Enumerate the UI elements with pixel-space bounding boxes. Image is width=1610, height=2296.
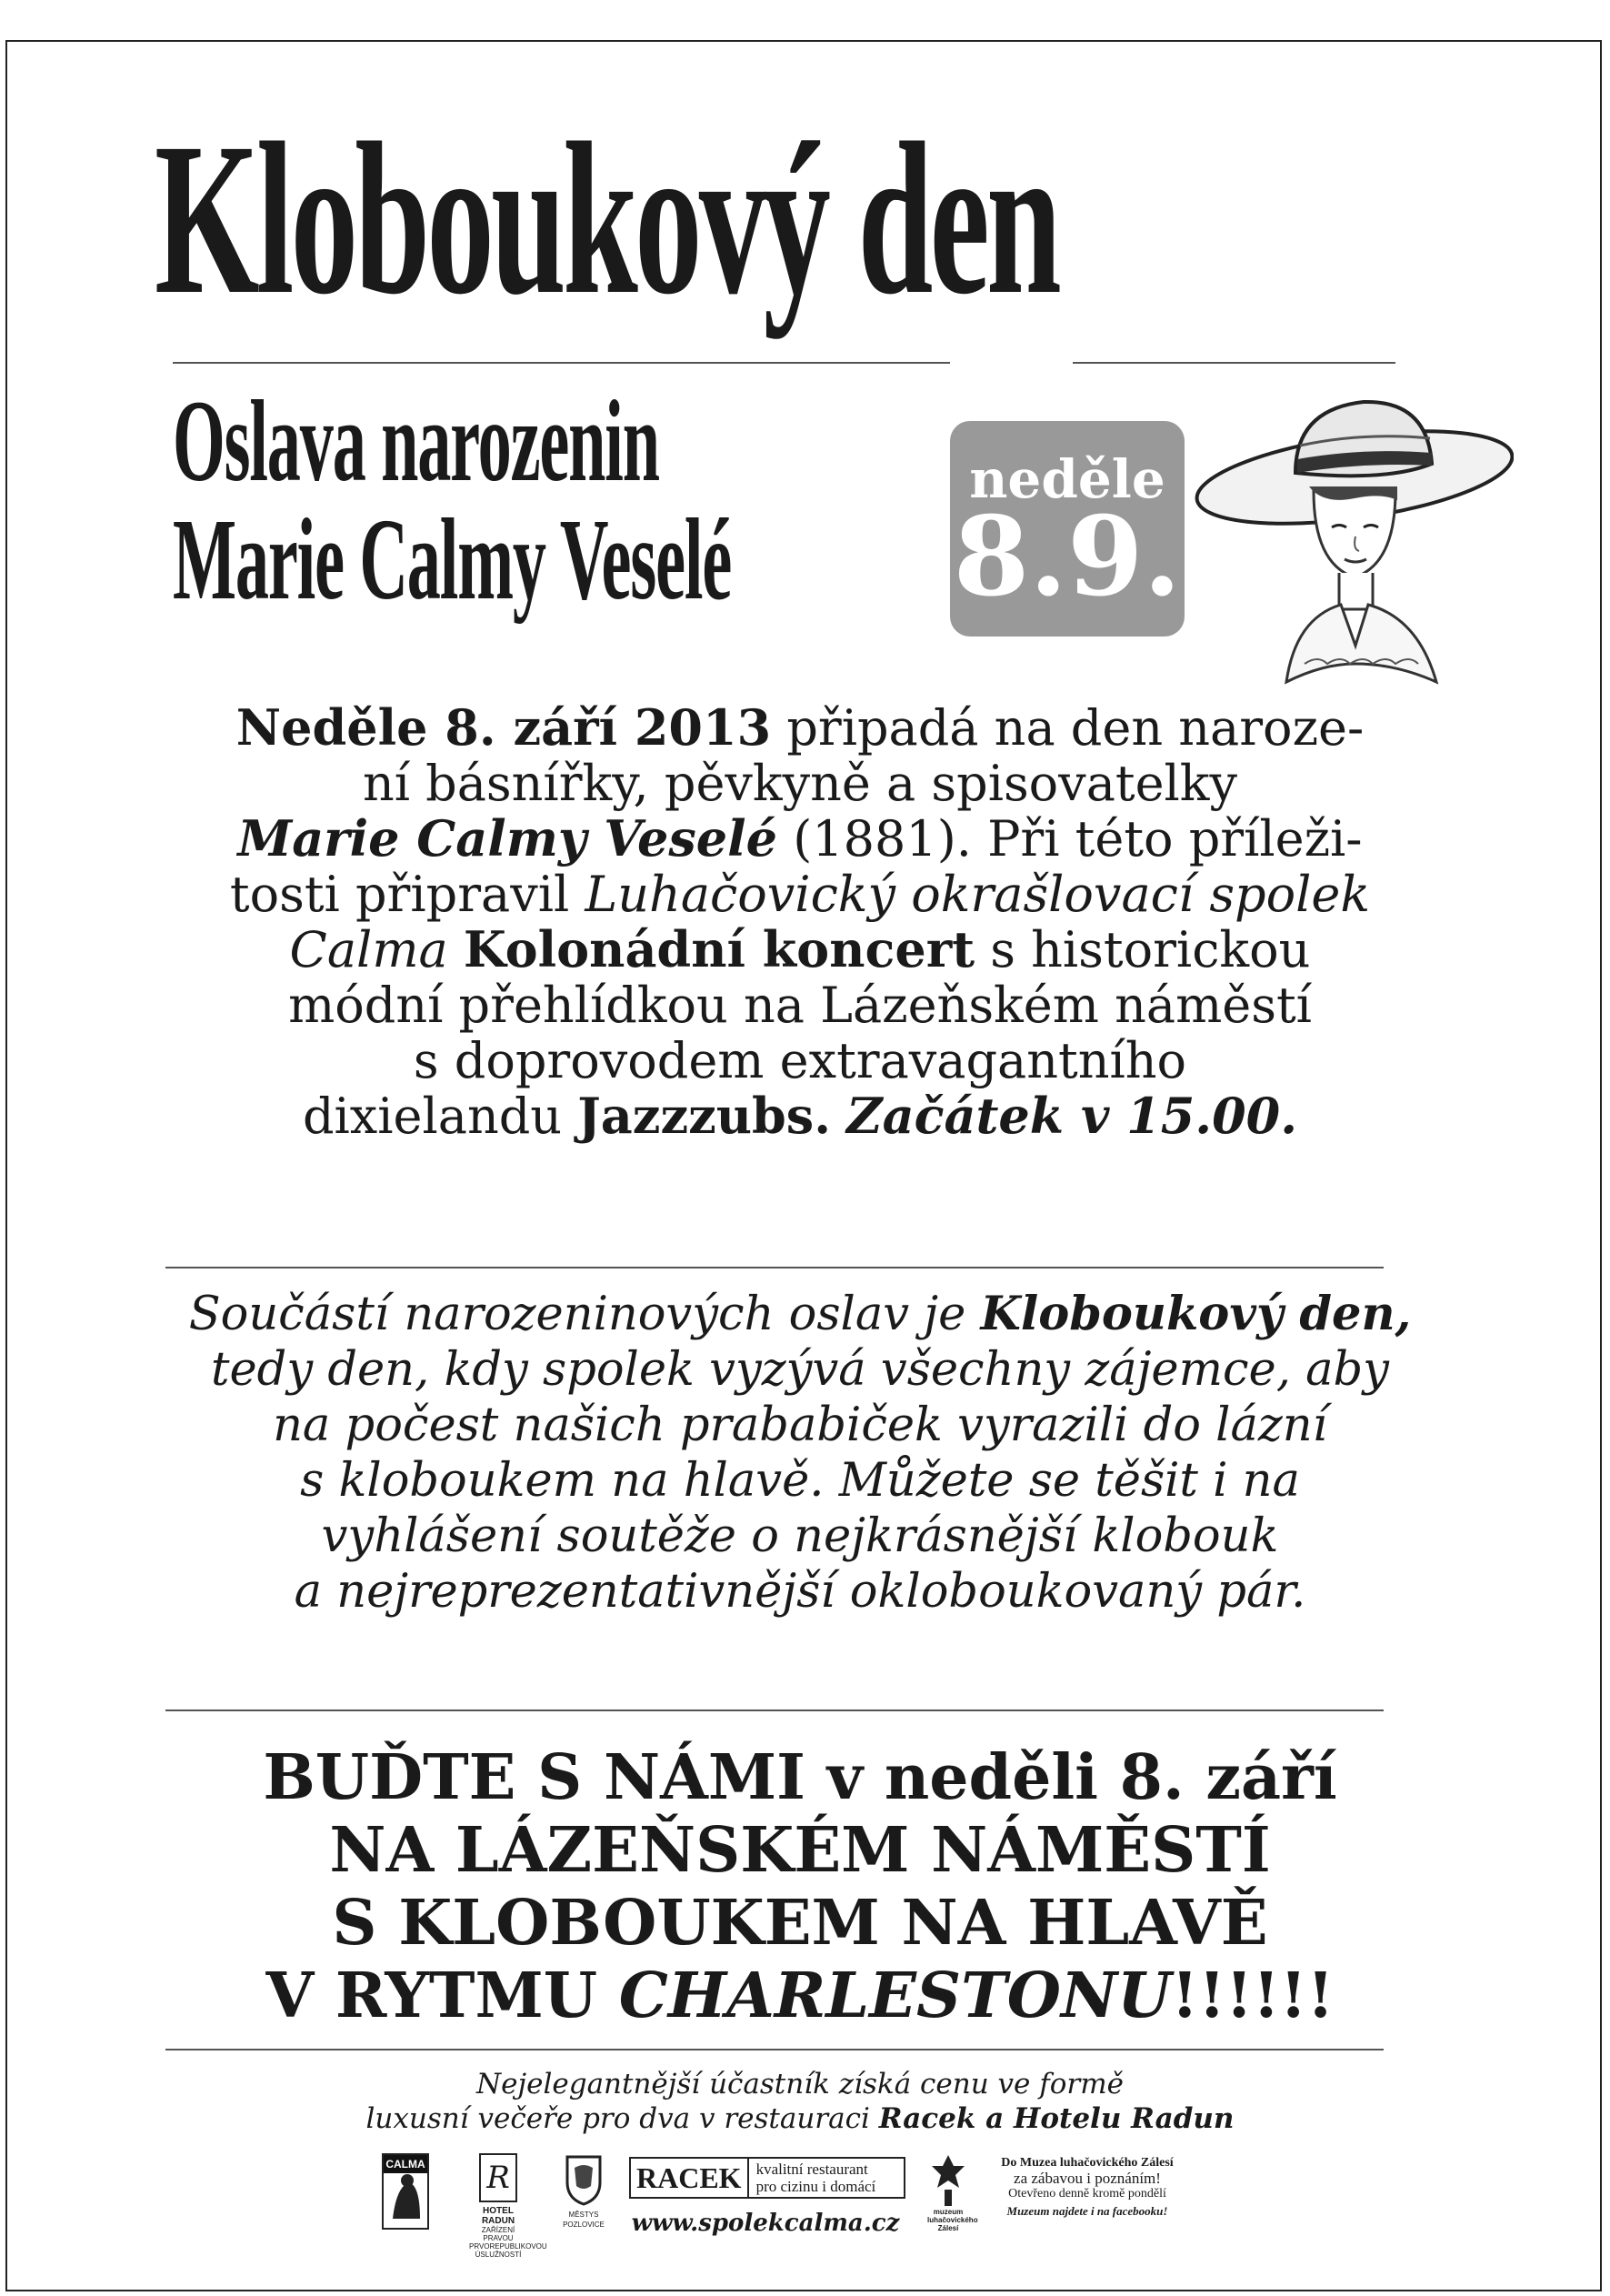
racek-tagline-1: kvalitní restaurant bbox=[755, 2161, 868, 2178]
sponsor-logos bbox=[382, 2153, 1200, 2276]
muzeum-logo-text: muzeum luhačovického Zálesí bbox=[927, 2208, 978, 2232]
cta-line-4 bbox=[145, 1960, 1455, 2032]
prize-note-text: luxusní večeře pro dva v restauraci bbox=[365, 2102, 879, 2135]
call-to-action bbox=[145, 1741, 1455, 2032]
cta-line-2: NA LÁZEŇSKÉM NÁMĚSTÍ bbox=[329, 1814, 1271, 1887]
band-name: Jazzzubs. bbox=[577, 1087, 831, 1145]
event-date: Neděle 8. září 2013 bbox=[235, 698, 772, 757]
hotel-radun-logo bbox=[469, 2153, 547, 2262]
cta-line-4c: !!!!!! bbox=[1171, 1960, 1335, 2032]
muzeum-logo bbox=[927, 2153, 978, 2262]
organizer-name-2: Calma bbox=[289, 921, 448, 978]
racek-name: RACEK bbox=[631, 2159, 749, 2197]
poet-name: Marie Calmy Veselé bbox=[237, 809, 778, 867]
badge-day: neděle bbox=[969, 448, 1165, 510]
intro-space-2 bbox=[831, 1088, 846, 1145]
cta-charleston: CHARLESTONU bbox=[618, 1960, 1172, 2032]
racek-tagline-2: pro cizinu i domácí bbox=[755, 2178, 876, 2195]
pozlovice-coat-of-arms bbox=[555, 2155, 613, 2255]
subtitle bbox=[173, 376, 732, 624]
ornament-icon bbox=[930, 2153, 966, 2208]
title-underline-right bbox=[1073, 362, 1395, 364]
muzeum-text bbox=[978, 2155, 1196, 2219]
hatday-text-4: s kloboukem na hlavě. Můžete se těšit i na bbox=[300, 1454, 1300, 1508]
subtitle-line-1: Oslava narozenin bbox=[173, 376, 659, 506]
poster-title: Kloboukový den bbox=[155, 97, 1059, 339]
racek-tagline bbox=[749, 2161, 876, 2195]
hatday-text-6: a nejreprezentativnější okloboukovaný pár. bbox=[294, 1565, 1306, 1619]
divider-3 bbox=[165, 2049, 1384, 2050]
event-name: Kolonádní koncert bbox=[463, 920, 975, 978]
town-name: MĚSTYS POZLOVICE bbox=[563, 2211, 605, 2229]
intro-text-2: ní básnířky, pěvkyně a spisovatelky bbox=[362, 755, 1238, 812]
prize-note-line-2 bbox=[145, 2101, 1455, 2136]
intro-text-1: připadá na den naroze- bbox=[771, 699, 1365, 757]
racek-logo bbox=[629, 2157, 902, 2275]
lady-with-hat-illustration bbox=[1186, 391, 1514, 691]
restaurant-name: Racek a Hotelu Radun bbox=[878, 2102, 1235, 2135]
shield-icon bbox=[565, 2155, 602, 2206]
cta-line-4a: V RYTMU bbox=[265, 1960, 619, 2032]
badge-date: 8.9. bbox=[953, 493, 1182, 621]
intro-text-4: tosti připravil bbox=[229, 866, 585, 923]
intro-text-6: s historickou bbox=[975, 921, 1311, 978]
title-underline-left bbox=[173, 362, 950, 364]
hotel-radun-slogan: ZAŘÍZENÍ PRAVOU PRVOREPUBLIKOVOU ÚSLUŽNOSTÍ bbox=[469, 2226, 547, 2259]
prize-note-line-1: Nejelegantnější účastník získá cenu ve formě bbox=[476, 2068, 1124, 2100]
hatday-text-1: Součástí narozeninových oslav je bbox=[188, 1288, 981, 1341]
organizer-name-1: Luhačovický okrašlovací spolek bbox=[585, 866, 1371, 923]
intro-text-9: dixielandu bbox=[302, 1088, 578, 1145]
hatday-text-5: vyhlášení soutěže o nejkrásnější klobouk bbox=[321, 1509, 1279, 1563]
hotel-radun-emblem: R bbox=[479, 2153, 517, 2202]
intro-text-7: módní přehlídkou na Lázeňském náměstí bbox=[288, 977, 1312, 1034]
hatday-text-3: na počest našich prababiček vyrazili do lázní bbox=[273, 1399, 1327, 1452]
prize-note bbox=[145, 2067, 1455, 2136]
hotel-radun-name: HOTEL RADUN bbox=[481, 2206, 515, 2226]
hatday-text-2: tedy den, kdy spolek vyzývá všechny zájemce, aby bbox=[211, 1343, 1389, 1397]
muzeum-line-2: za zábavou i poznáním! bbox=[1014, 2170, 1161, 2187]
intro-text-8: s doprovodem extravagantního bbox=[413, 1032, 1187, 1089]
paragraph-hat-day bbox=[145, 1287, 1455, 1619]
calma-logo-text: CALMA bbox=[385, 2158, 425, 2171]
muzeum-line-1: Do Muzea luhačovického Zálesí bbox=[1001, 2156, 1174, 2170]
paragraph-intro bbox=[145, 700, 1455, 1144]
intro-text-3: (1881). Při této příleži- bbox=[777, 810, 1363, 867]
divider-2 bbox=[165, 1709, 1384, 1711]
divider-1 bbox=[165, 1267, 1384, 1268]
racek-box bbox=[629, 2157, 905, 2199]
hat-day-name: Kloboukový den, bbox=[980, 1287, 1412, 1341]
website-link[interactable]: www.spolekcalma.cz bbox=[631, 2210, 900, 2237]
intro-space bbox=[448, 921, 464, 978]
calma-logo bbox=[382, 2153, 429, 2230]
subtitle-line-2: Marie Calmy Veselé bbox=[173, 495, 732, 624]
date-badge bbox=[950, 421, 1185, 637]
cta-line-1: BUĎTE S NÁMI v neděli 8. září bbox=[263, 1741, 1337, 1814]
muzeum-line-4: Muzeum najdete i na facebooku! bbox=[1006, 2204, 1168, 2218]
muzeum-line-3: Otevřeno denně kromě pondělí bbox=[1008, 2187, 1166, 2201]
start-time: Začátek v 15.00. bbox=[846, 1087, 1298, 1145]
cta-line-3: S KLOBOUKEM NA HLAVĚ bbox=[332, 1887, 1268, 1960]
